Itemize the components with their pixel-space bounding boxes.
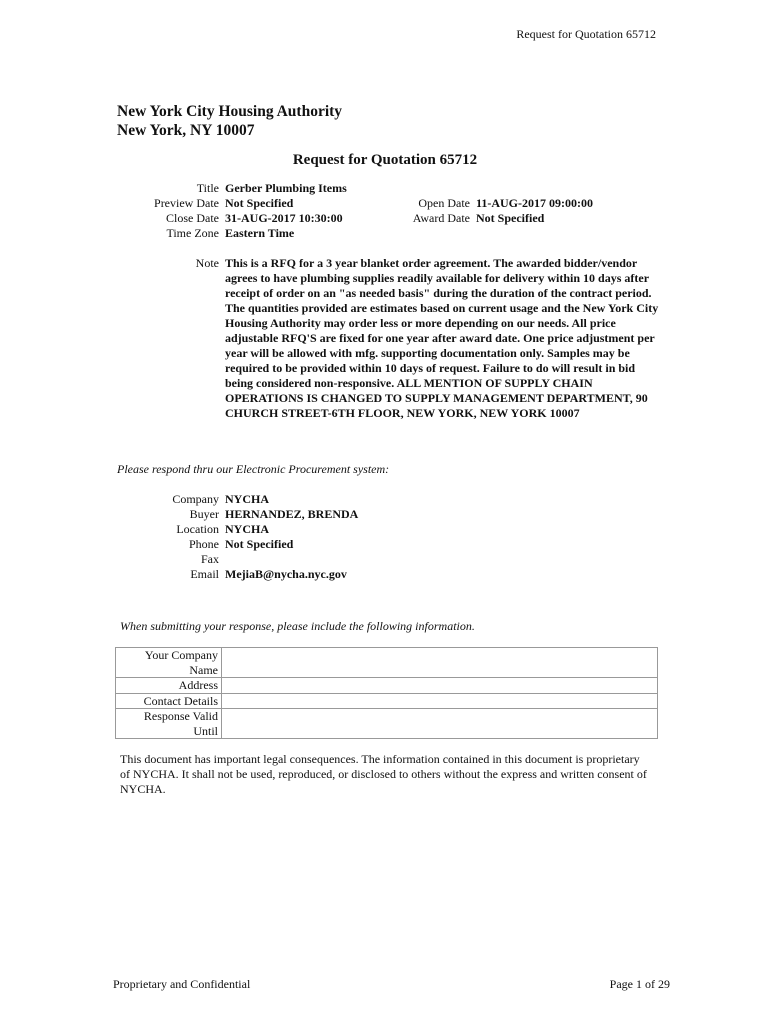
legal-notice: This document has important legal consequences. The information contained in this document is proprietary of NYCHA. It shall not be used, reproduced, or disclosed to others without the express and written consent of NYCHA. <box>120 752 647 796</box>
table-header-cell: Address <box>116 678 222 694</box>
organization-location: New York, NY 10007 <box>117 122 255 139</box>
time-zone-value: Eastern Time <box>225 226 295 240</box>
close-date-value: 31-AUG-2017 10:30:00 <box>225 211 343 225</box>
contact-block <box>116 492 358 582</box>
submission-instruction: When submitting your response, please include the following information. <box>120 619 475 633</box>
open-date-value: 11-AUG-2017 09:00:00 <box>476 196 593 210</box>
note-text: This is a RFQ for a 3 year blanket order agreement. The awarded bidder/vendor agrees to have plumbing supplies readily available for delivery within 10 days after receipt of order on an "as needed basis" during the duration of the contract period. The quantities provided are estimates based on current usage and the New York City Housing Authority may order less or more depending on our needs. All price adjustable RFQ'S are fixed for one year after award date. One price adjustment per year will be allowed with mfg. supporting documentation only. Samples may be required to be provided within 10 days of request. Failure to do will result in bid being considered non-responsive. ALL MENTION OF SUPPLY CHAIN OPERATIONS IS CHANGED TO SUPPLY MANAGEMENT DEPARTMENT, 90 CHURCH STREET-6TH FLOOR, NEW YORK, NEW YORK 10007 <box>225 256 659 420</box>
organization-block <box>117 102 342 140</box>
buyer-label: Buyer <box>189 507 219 521</box>
phone-row <box>116 537 358 552</box>
time-zone-row <box>116 226 347 241</box>
open-date-label: Open Date <box>418 196 470 210</box>
company-row <box>116 492 358 507</box>
table-row <box>116 693 658 709</box>
table-row <box>116 648 658 678</box>
contact-details-input[interactable] <box>222 693 658 709</box>
rfq-details-right <box>378 196 593 226</box>
header-reference: Request for Quotation 65712 <box>516 27 656 41</box>
address-input[interactable] <box>222 678 658 694</box>
email-label: Email <box>190 567 219 581</box>
title-row <box>116 181 347 196</box>
preview-date-label: Preview Date <box>154 196 219 210</box>
document-title: Request for Quotation 65712 <box>292 152 478 168</box>
table-row <box>116 678 658 694</box>
preview-date-value: Not Specified <box>225 196 294 210</box>
buyer-row <box>116 507 358 522</box>
table-header-cell: Your Company Name <box>116 648 222 678</box>
fax-label: Fax <box>201 552 219 566</box>
email-row <box>116 567 358 582</box>
title-value: Gerber Plumbing Items <box>225 181 347 195</box>
respond-instruction: Please respond thru our Electronic Procurement system: <box>117 462 390 476</box>
company-label: Company <box>172 492 219 506</box>
rfq-details-left <box>116 181 347 241</box>
location-row <box>116 522 358 537</box>
organization-name: New York City Housing Authority <box>117 103 343 120</box>
award-date-value: Not Specified <box>476 211 545 225</box>
response-info-table <box>115 647 658 739</box>
table-row <box>116 709 658 739</box>
time-zone-label: Time Zone <box>166 226 219 240</box>
location-label: Location <box>176 522 219 536</box>
location-value: NYCHA <box>225 522 269 536</box>
table-header-cell: Response Valid Until <box>116 709 222 739</box>
response-valid-until-input[interactable] <box>222 709 658 739</box>
award-date-label: Award Date <box>412 211 470 225</box>
title-label: Title <box>196 181 219 195</box>
open-date-row <box>378 196 593 211</box>
close-date-label: Close Date <box>166 211 219 225</box>
close-date-row <box>116 211 347 226</box>
fax-row <box>116 552 358 567</box>
email-value[interactable]: MejiaB@nycha.nyc.gov <box>225 567 347 581</box>
preview-date-row <box>116 196 347 211</box>
company-name-input[interactable] <box>222 648 658 678</box>
footer-page-number: Page 1 of 29 <box>609 977 670 991</box>
note-label: Note <box>195 256 219 270</box>
buyer-value: HERNANDEZ, BRENDA <box>225 507 359 521</box>
phone-value: Not Specified <box>225 537 294 551</box>
company-value: NYCHA <box>225 492 269 506</box>
footer-confidential: Proprietary and Confidential <box>113 977 251 991</box>
award-date-row <box>378 211 593 226</box>
table-header-cell: Contact Details <box>116 693 222 709</box>
phone-label: Phone <box>189 537 219 551</box>
